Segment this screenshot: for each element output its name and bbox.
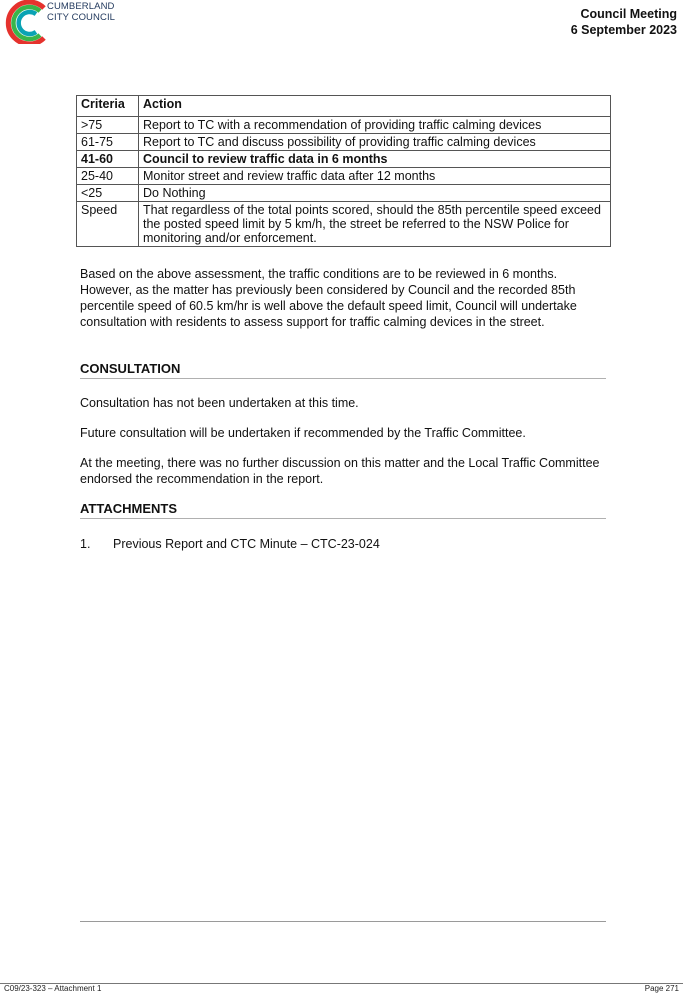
council-logo xyxy=(0,0,140,44)
criteria-cell: 25-40 xyxy=(77,168,139,185)
action-cell: Monitor street and review traffic data after 12 months xyxy=(139,168,611,185)
consultation-heading: CONSULTATION xyxy=(80,361,606,379)
criteria-cell: 61-75 xyxy=(77,134,139,151)
meeting-header xyxy=(571,6,677,38)
page-bottom-divider xyxy=(80,921,606,922)
logo-text xyxy=(47,1,115,23)
column-header-criteria: Criteria xyxy=(77,96,139,117)
table-row xyxy=(77,134,611,151)
criteria-cell: Speed xyxy=(77,202,139,247)
meeting-date: 6 September 2023 xyxy=(570,23,677,37)
criteria-cell: 41-60 xyxy=(77,151,139,168)
consultation-paragraph-2: Future consultation will be undertaken if recommended by the Traffic Committee. xyxy=(80,426,526,440)
table-header-row xyxy=(77,96,611,117)
org-name-line1: CUMBERLAND xyxy=(47,1,115,12)
action-cell: Council to review traffic data in 6 months xyxy=(139,151,611,168)
table-row xyxy=(77,168,611,185)
consultation-paragraph-1: Consultation has not been undertaken at this time. xyxy=(80,396,359,410)
consultation-paragraph-3: At the meeting, there was no further discussion on this matter and the Local Traffic Committee endorsed the recommendation in the report. xyxy=(80,456,600,486)
action-cell: Do Nothing xyxy=(139,185,611,202)
assessment-paragraph: Based on the above assessment, the traffic conditions are to be reviewed in 6 months. However, as the matter has previously been considered by Council and the recorded 85th percentile speed of 60.5 km/hr is well above the default speed limit, Council will undertake consultation with residents to assess support for traffic calming devices in the street. xyxy=(80,267,577,329)
action-cell: Report to TC and discuss possibility of providing traffic calming devices xyxy=(139,134,611,151)
table-row xyxy=(77,117,611,134)
action-cell: That regardless of the total points scored, should the 85th percentile speed exceed the posted speed limit by 5 km/h, the street be referred to the NSW Police for monitoring and/or enforcement. xyxy=(139,202,611,247)
attachment-link[interactable]: Previous Report and CTC Minute – CTC-23-024 xyxy=(113,537,380,551)
table-row xyxy=(77,185,611,202)
page-number: Page 271 xyxy=(644,984,679,993)
footer-reference: C09/23-323 – Attachment 1 xyxy=(4,984,102,993)
table-row-highlighted xyxy=(77,151,611,168)
criteria-cell: <25 xyxy=(77,185,139,202)
footer-divider xyxy=(0,983,683,984)
org-name-line2: CITY COUNCIL xyxy=(47,12,116,23)
attachments-heading: ATTACHMENTS xyxy=(80,501,606,519)
action-cell: Report to TC with a recommendation of providing traffic calming devices xyxy=(139,117,611,134)
table-row xyxy=(77,202,611,247)
criteria-table xyxy=(76,95,611,247)
criteria-cell: >75 xyxy=(77,117,139,134)
column-header-action: Action xyxy=(139,96,611,117)
meeting-title: Council Meeting xyxy=(580,7,677,21)
attachment-number: 1. xyxy=(80,537,91,551)
cumberland-c-logo-icon xyxy=(0,0,46,44)
